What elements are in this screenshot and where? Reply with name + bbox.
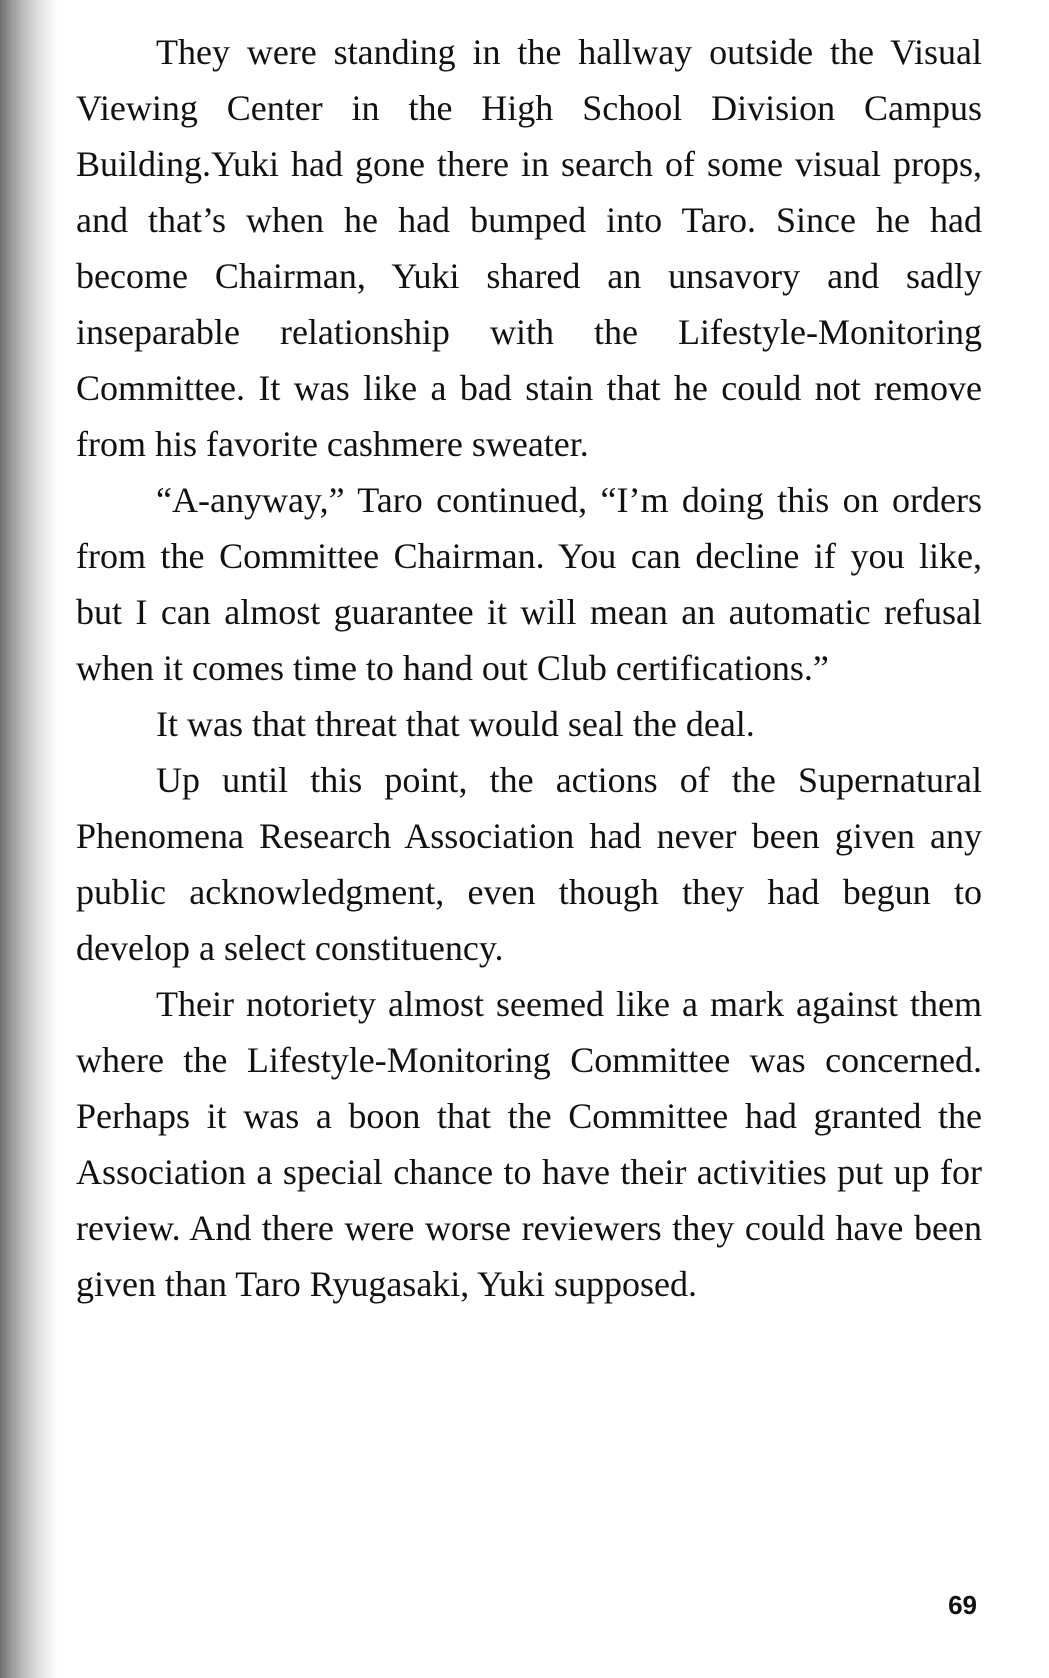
paragraph-4: Up until this point, the actions of the Supernatural Phenomena Research Association had never been given any public acknowledgment, even though they had begun to develop a select constituency. (76, 760, 982, 968)
paragraph-1: They were standing in the hallway outside the Visual Viewing Center in the High School Division Campus Building.Yuki had gone there in search of some visual props, and that’s when he had bumped into Taro. Since he had become Chairman, Yuki shared an unsavory and sadly inseparable relationship with the Lifestyle-Monitoring Committee. It was like a bad stain that he could not remove from his favorite cashmere sweater. (76, 32, 982, 464)
body-text (76, 24, 982, 1312)
paragraph-5: Their notoriety almost seemed like a mark against them where the Lifestyle-Monitoring Committee was concerned. Perhaps it was a boon that the Committee had granted the Association a special chance to have their activities put up for review. And there were worse reviewers they could have been given than Taro Ryugasaki, Yuki supposed. (76, 984, 982, 1304)
page-number: 69 (948, 1590, 977, 1620)
binding-shadow (0, 0, 58, 1678)
paragraph-2: “A-anyway,” Taro continued, “I’m doing this on orders from the Committee Chairman. You can decline if you like, but I can almost guarantee it will mean an automatic refusal when it comes time to hand out Club certifications.” (76, 480, 982, 688)
paragraph-3: It was that threat that would seal the deal. (156, 704, 755, 744)
